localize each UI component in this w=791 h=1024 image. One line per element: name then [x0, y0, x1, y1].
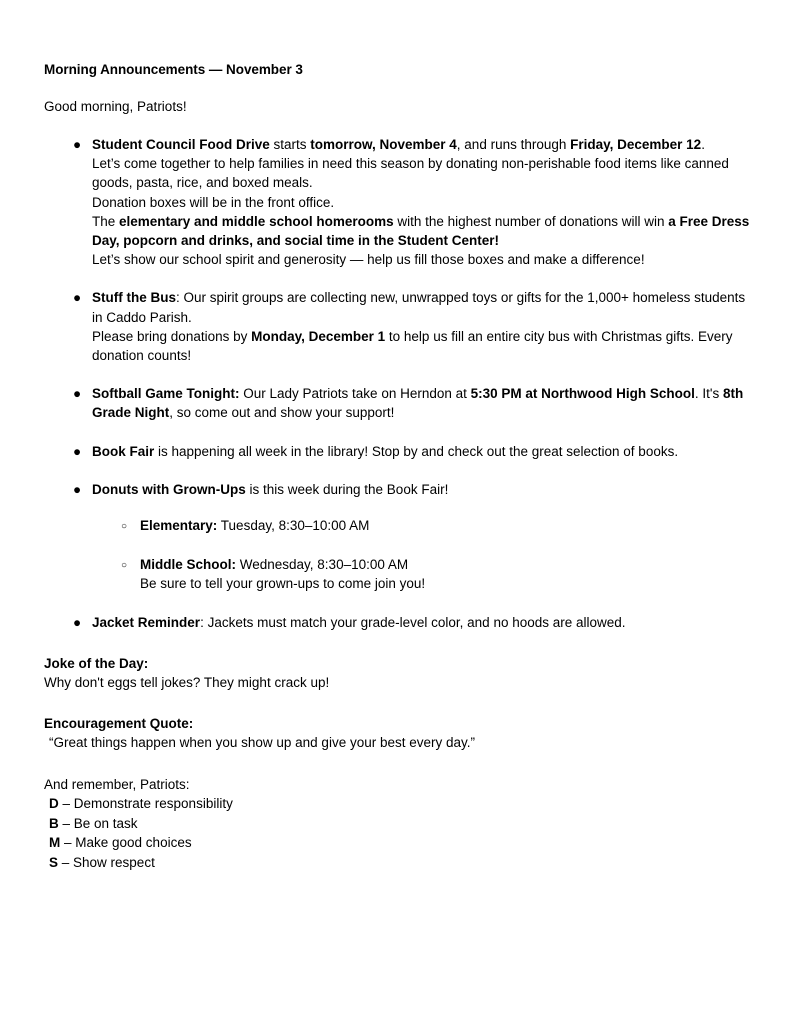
announcement-jacket-reminder	[44, 613, 750, 632]
student-council-food-drive-line-3: The elementary and middle school homerooms with the highest number of donations will win a Free Dress Day, popcorn and drinks, and social time in the Student Center!	[92, 213, 750, 249]
student-council-food-drive-line-0: Student Council Food Drive starts tomorrow, November 4, and runs through Friday, December 12.	[92, 137, 705, 152]
joke-text: Why don't eggs tell jokes? They might crack up!	[44, 674, 330, 690]
hollow-bullet-point-icon: ○	[121, 560, 128, 572]
announcement-donuts-with-grown-ups	[44, 480, 750, 594]
bold-text: Student Council Food Drive	[92, 137, 270, 152]
bold-text: Elementary:	[140, 518, 218, 534]
student-council-food-drive-line-4: Let’s show our school spirit and generosity — help us fill those boxes and make a difference!	[92, 252, 645, 268]
jacket-reminder-line-0: Jacket Reminder: Jackets must match your grade-level color, and no hoods are allowed.	[92, 614, 626, 630]
acronym-item-b: B – Be on task	[49, 815, 138, 831]
donuts-with-grown-ups-line-0: Donuts with Grown-Ups is this week during the Book Fair!	[92, 481, 449, 497]
bullet-point-icon: ●	[73, 290, 82, 306]
softball-game-tonight-line-0: Softball Game Tonight: Our Lady Patriots take on Herndon at 5:30 PM at Northwood High School. It's 8th Grade Night, so come out and show your support!	[92, 386, 744, 421]
jacket-reminder-body	[92, 613, 750, 632]
bold-text: Softball Game Tonight:	[92, 386, 240, 402]
bold-text: a Free Dress Day, popcorn and drinks, and social time in the Student Center!	[92, 213, 750, 249]
dbms-acronym-list	[44, 794, 750, 872]
stuff-the-bus-body	[92, 288, 750, 365]
acronym-item-m: M – Make good choices	[49, 835, 192, 851]
acronym-item-d: D – Demonstrate responsibility	[49, 796, 233, 812]
acronym-letter: B	[49, 815, 59, 831]
bold-text: 8th Grade Night	[92, 386, 744, 421]
bold-text: Book Fair	[92, 443, 155, 459]
greeting-text: Good morning, Patriots!	[44, 99, 187, 114]
bullet-point-icon: ●	[73, 137, 82, 152]
bullet-point-icon: ●	[73, 614, 82, 630]
encouragement-quote-section	[44, 714, 750, 753]
student-council-food-drive-line-2: Donation boxes will be in the front office.	[92, 194, 335, 210]
bold-text: Jacket Reminder	[92, 614, 201, 630]
stuff-the-bus-line-1: Please bring donations by Monday, December 1 to help us fill an entire city bus with Christmas gifts. Every donation counts!	[92, 328, 733, 364]
hollow-bullet-point-icon: ○	[121, 521, 128, 533]
encouragement-heading: Encouragement Quote:	[44, 716, 194, 732]
donuts-elementary-line-0: Elementary: Tuesday, 8:30–10:00 AM	[140, 518, 370, 534]
donuts-middle-school-body	[140, 555, 750, 593]
announcement-stuff-the-bus	[44, 288, 750, 365]
student-council-food-drive-body	[92, 135, 750, 269]
joke-heading: Joke of the Day:	[44, 655, 149, 671]
remember-intro: And remember, Patriots:	[44, 776, 190, 792]
encouragement-text: “Great things happen when you show up and give your best every day.”	[49, 735, 476, 751]
donuts-middle-school-line-1: Be sure to tell your grown-ups to come join you!	[140, 576, 426, 592]
announcement-student-council-food-drive	[44, 135, 750, 269]
announcement-book-fair	[44, 442, 750, 461]
bold-text: tomorrow, November 4	[310, 137, 457, 152]
stuff-the-bus-line-0: Stuff the Bus: Our spirit groups are collecting new, unwrapped toys or gifts for the 1,000+ homeless students in Caddo Parish.	[92, 290, 746, 325]
bold-text: 5:30 PM at Northwood High School	[470, 386, 695, 402]
bold-text: Stuff the Bus	[92, 290, 176, 306]
acronym-letter: D	[49, 796, 59, 812]
acronym-item-s: S – Show respect	[49, 854, 155, 870]
page-title: Morning Announcements — November 3	[44, 62, 303, 77]
announcements-list	[44, 135, 750, 632]
bullet-point-icon: ●	[73, 481, 82, 497]
donuts-with-grown-ups-body	[92, 480, 750, 499]
donuts-middle-school-line-0: Middle School: Wednesday, 8:30–10:00 AM	[140, 557, 409, 573]
book-fair-body	[92, 442, 750, 461]
bullet-point-icon: ●	[73, 386, 82, 402]
donuts-elementary-body	[140, 516, 750, 535]
joke-of-the-day-section	[44, 654, 750, 693]
student-council-food-drive-line-1: Let’s come together to help families in need this season by donating non-perishable food items like canned goods, pasta, rice, and boxed meals.	[92, 156, 729, 191]
bullet-point-icon: ●	[73, 443, 82, 459]
bold-text: Monday, December 1	[251, 328, 386, 344]
sub-item-donuts-middle-school	[92, 555, 750, 593]
bold-text: elementary and middle school homerooms	[119, 213, 394, 229]
bold-text: Middle School:	[140, 557, 236, 573]
sub-item-donuts-elementary	[92, 516, 750, 535]
acronym-letter: S	[49, 854, 59, 870]
announcement-softball-game-tonight	[44, 384, 750, 422]
remember-section	[44, 775, 750, 873]
acronym-letter: M	[49, 835, 61, 851]
bold-text: Donuts with Grown-Ups	[92, 481, 246, 497]
bold-text: Friday, December 12	[570, 137, 702, 152]
donuts-with-grown-ups-sub-list	[92, 516, 750, 594]
book-fair-line-0: Book Fair is happening all week in the library! Stop by and check out the great selection of books.	[92, 443, 679, 459]
softball-game-tonight-body	[92, 384, 750, 422]
